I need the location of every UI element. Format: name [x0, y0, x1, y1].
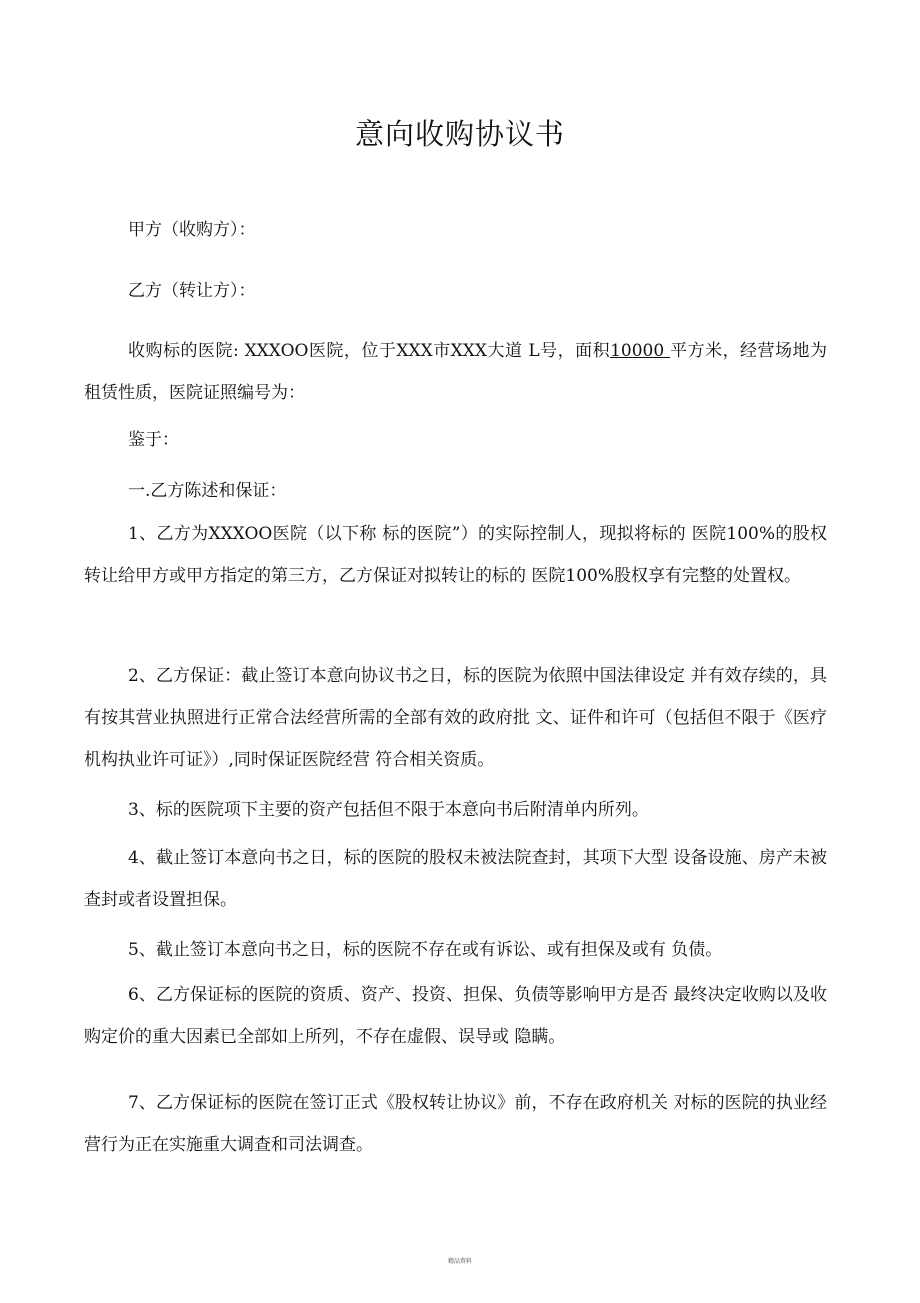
party-a-line: 甲方（收购方）： — [128, 220, 256, 240]
section-1-heading: 一.乙方陈述和保证： — [128, 481, 287, 501]
target-text-before: 收购标的医院: XXXOO医院，位于XXX市XXX大道 L号，面积 — [128, 341, 611, 361]
clause-4: 4、截止签订本意向书之日，标的医院的股权未被法院查封，其项下大型 设备设施、房产未被查封或者设置担保。 — [84, 848, 827, 910]
target-hospital-paragraph — [84, 330, 827, 414]
footer-watermark: 精品资料 — [447, 1258, 472, 1265]
whereas-line: 鉴于： — [128, 430, 179, 450]
target-text-after: 平方米，经营场地为租赁性质，医院证照编号为： — [84, 341, 828, 403]
clause-2: 2、乙方保证：截止签订本意向协议书之日，标的医院为依照中国法律设定 并有效存续的，具有按其营业执照进行正常合法经营所需的全部有效的政府批 文、证件和许可（包括但不限于《医疗机构执业许可证》）,同时保证医院经营 符合相关资质。 — [84, 666, 827, 770]
party-b-line: 乙方（转让方）： — [128, 281, 256, 301]
clause-7: 7、乙方保证标的医院在签订正式《股权转让协议》前，不存在政府机关 对标的医院的执业经营行为正在实施重大调查和司法调查。 — [84, 1093, 827, 1155]
clause-1: 1、乙方为XXXOO医院（以下称 标的医院”）的实际控制人，现拟将标的 医院100%的股权转让给甲方或甲方指定的第三方，乙方保证对拟转让的标的 医院100%股权享有完整的处置权。 — [84, 524, 828, 586]
clause-6: 6、乙方保证标的医院的资质、资产、投资、担保、负债等影响甲方是否 最终决定收购以及收购定价的重大因素已全部如上所列，不存在虚假、误导或 隐瞒。 — [84, 985, 827, 1047]
clause-3: 3、标的医院项下主要的资产包括但不限于本意向书后附清单内所列。 — [128, 800, 649, 820]
target-area-value: 10000 — [610, 341, 671, 361]
clause-5: 5、截止签订本意向书之日，标的医院不存在或有诉讼、或有担保及或有 负债。 — [128, 940, 723, 960]
document-title: 意向收购协议书 — [354, 117, 565, 151]
